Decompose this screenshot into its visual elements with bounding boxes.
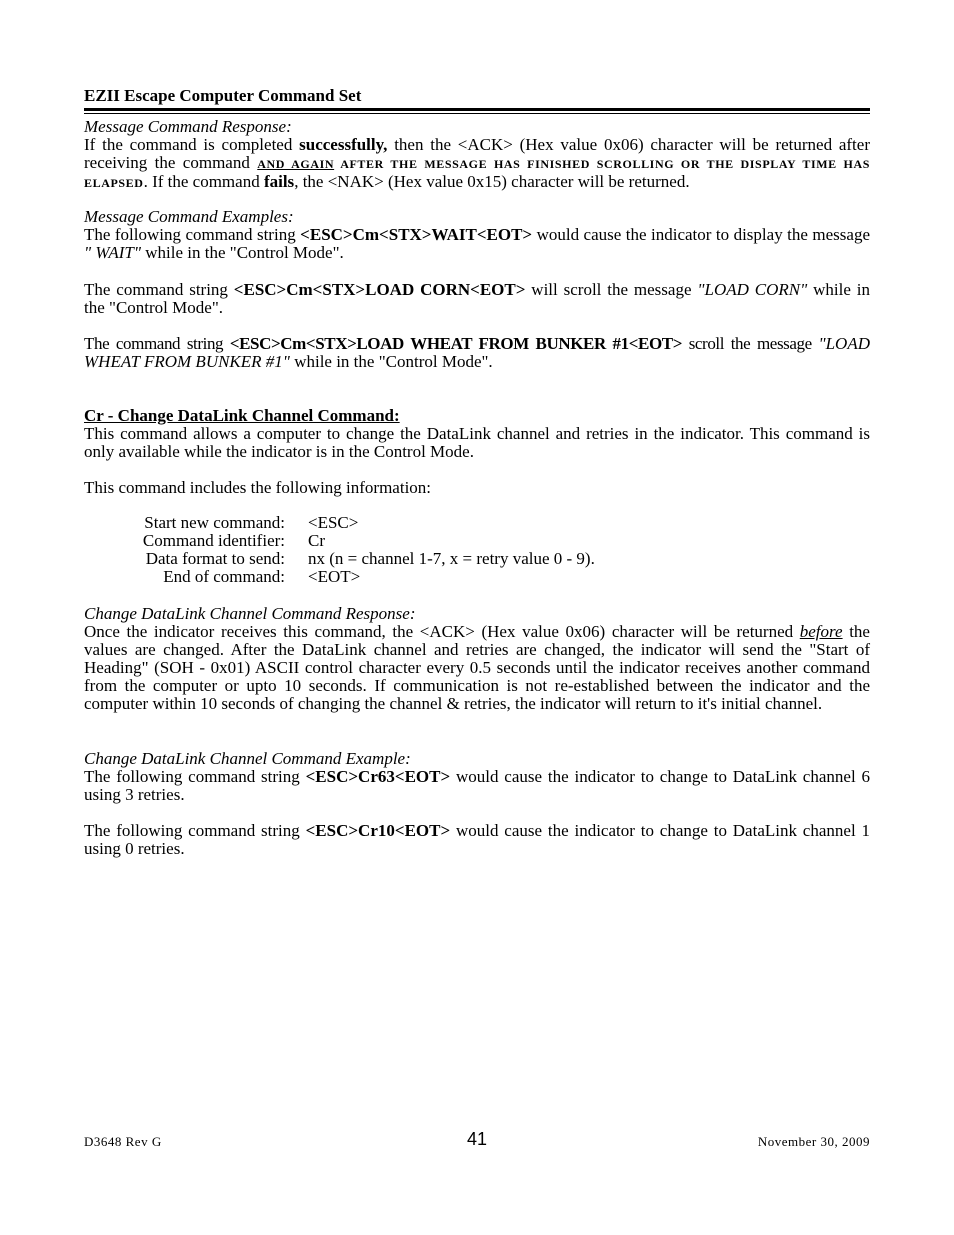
cr-example-heading: Change DataLink Channel Command Example: bbox=[84, 749, 411, 768]
cr-response-heading: Change DataLink Channel Command Response: bbox=[84, 604, 416, 623]
text-run: Once the indicator receives this command, the <ACK> (Hex value 0x06) character will be returned bbox=[84, 622, 800, 641]
format-value: nx (n = channel 1-7, x = retry value 0 - 9). bbox=[308, 549, 595, 568]
text-run-caps: AFTER THE MESSAGE HAS FINISHED SCROLLING OR THE DISPLAY TIME HAS ELAPSED bbox=[84, 157, 870, 190]
message-examples-heading: Message Command Examples: bbox=[84, 207, 294, 226]
section-heading-cr: Cr - Change DataLink Channel Command: bbox=[84, 406, 400, 425]
text-run: The following command string bbox=[84, 821, 306, 840]
text-run: scroll the message bbox=[682, 334, 819, 353]
text-run: while in the "Control Mode". bbox=[141, 243, 344, 262]
command-format-table bbox=[84, 514, 595, 586]
document-revision: D3648 Rev G bbox=[84, 1134, 162, 1149]
message-example-3 bbox=[84, 335, 870, 371]
cr-intro-paragraph: This command allows a computer to change the DataLink channel and retries in the indicator. This command is only available while the indicator is in the Control Mode. bbox=[84, 424, 870, 461]
format-row bbox=[84, 532, 595, 550]
text-run: the values are changed. After the DataLink channel and retries are changed, the indicator will send the "Start of Heading" (SOH - 0x01) ASCII control character every 0.5 seconds until the indicator receives another command from the computer or upto 10 seconds. If communication is not re-established between the indicator and the computer within 10 seconds of changing the channel & retries, the indicator will return to it's initial channel. bbox=[84, 622, 870, 713]
text-run: If the command is completed bbox=[84, 135, 300, 154]
format-label: Command identifier: bbox=[142, 531, 285, 550]
text-run: , the <NAK> (Hex value 0x15) character will be returned. bbox=[294, 172, 690, 191]
message-example-2 bbox=[84, 281, 870, 317]
format-value: <EOT> bbox=[308, 567, 361, 586]
cr-response-paragraph bbox=[84, 623, 870, 713]
cr-example-2 bbox=[84, 822, 870, 858]
page-header-title: EZII Escape Computer Command Set bbox=[84, 86, 362, 105]
text-run: The following command string bbox=[84, 767, 306, 786]
text-run: The following command string bbox=[84, 225, 301, 244]
message-response-paragraph bbox=[84, 136, 870, 192]
command-string: <ESC>Cr63<EOT> bbox=[305, 767, 451, 786]
document-date: November 30, 2009 bbox=[757, 1134, 870, 1149]
text-run: while in the "Control Mode". bbox=[84, 280, 870, 317]
text-run-bold: successfully, bbox=[299, 135, 388, 154]
quoted-message: "LOAD WHEAT FROM BUNKER #1" bbox=[84, 334, 870, 371]
format-value: Cr bbox=[308, 531, 325, 550]
message-example-1 bbox=[84, 226, 870, 262]
format-label: End of command: bbox=[163, 567, 285, 586]
format-row bbox=[84, 550, 595, 568]
text-run: . If the command bbox=[143, 172, 264, 191]
command-string: <ESC>Cm<STX>LOAD CORN<EOT> bbox=[233, 280, 526, 299]
format-label: Data format to send: bbox=[145, 549, 285, 568]
text-run: would cause the indicator to change to DataLink channel 6 using 3 retries. bbox=[84, 767, 870, 804]
text-run: while in the "Control Mode". bbox=[289, 352, 493, 371]
cr-includes-line: This command includes the following information: bbox=[84, 478, 432, 497]
cr-example-1 bbox=[84, 768, 870, 804]
format-value: <ESC> bbox=[308, 513, 359, 532]
message-response-heading: Message Command Response: bbox=[84, 117, 292, 136]
page-footer bbox=[84, 1130, 870, 1150]
header-rule-thin bbox=[84, 113, 870, 114]
command-string: <ESC>Cm<STX>WAIT<EOT> bbox=[300, 225, 533, 244]
text-run: will scroll the message bbox=[525, 280, 698, 299]
format-row bbox=[84, 514, 595, 532]
text-run: The command string bbox=[84, 334, 230, 353]
text-run-caps-underline: AND AGAIN bbox=[257, 157, 335, 171]
text-run-bold: fails bbox=[263, 172, 295, 191]
text-run: then the <ACK> (Hex value 0x06) character will be returned after receiving the command bbox=[84, 135, 870, 172]
text-run-emphasis: before bbox=[799, 622, 843, 641]
text-run: The command string bbox=[84, 280, 234, 299]
page-number: 41 bbox=[466, 1129, 488, 1149]
quoted-message: " WAIT" bbox=[84, 243, 142, 262]
format-row bbox=[84, 568, 595, 586]
command-string: <ESC>Cm<STX>LOAD WHEAT FROM BUNKER #1<EOT> bbox=[229, 334, 683, 353]
quoted-message: "LOAD CORN" bbox=[697, 280, 808, 299]
text-run: would cause the indicator to display the message bbox=[532, 225, 870, 244]
format-label: Start new command: bbox=[144, 513, 285, 532]
header-rule-thick bbox=[84, 108, 870, 111]
command-string: <ESC>Cr10<EOT> bbox=[305, 821, 451, 840]
text-run: would cause the indicator to change to DataLink channel 1 using 0 retries. bbox=[84, 821, 870, 858]
